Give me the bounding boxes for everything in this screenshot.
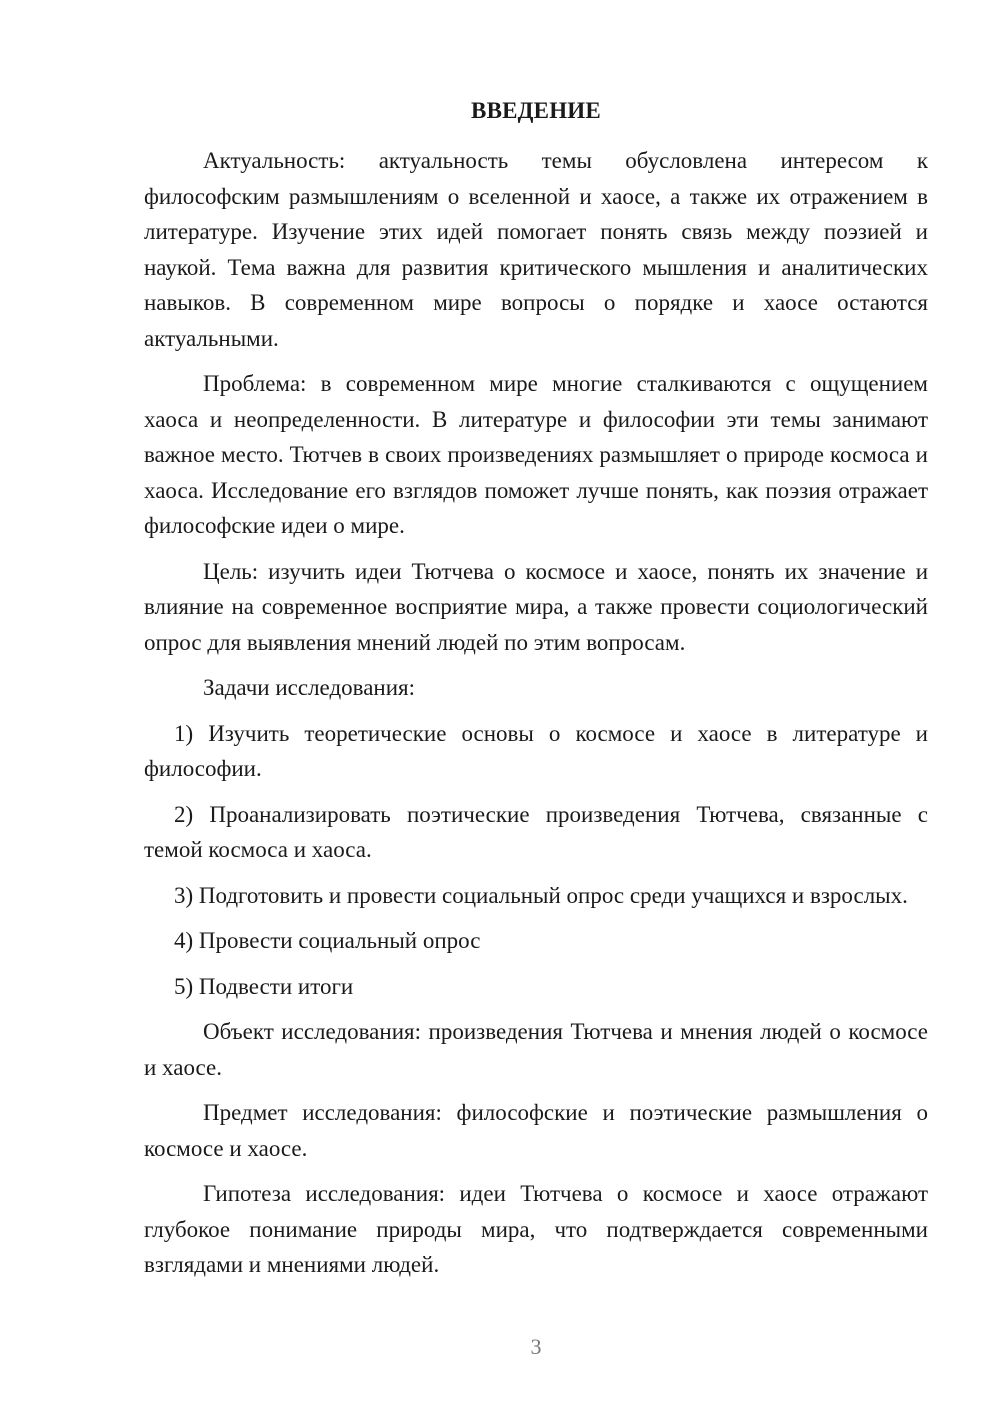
task-item-3: 3) Подготовить и провести социальный опрос среди учащихся и взрослых. [174,882,908,908]
task-item-1: 1) Изучить теоретические основы о космосе и хаосе в литературе и философии. [144,720,928,781]
paragraph-relevance: Актуальность: актуальность темы обусловлена интересом к философским размышлениям о вселенной и хаосе, а также их отражением в литературе. Изучение этих идей помогает понять связь между поэзией и наукой. Тема важна для развития критического мышления и аналитических навыков. В современном мире вопросы о порядке и хаосе остаются актуальными. [144,148,928,351]
paragraph-object: Объект исследования: произведения Тютчева и мнения людей о космосе и хаосе. [144,1019,928,1080]
document-page [144,0,928,1414]
task-item-2: 2) Проанализировать поэтические произведения Тютчева, связанные с темой космоса и хаоса. [144,801,928,862]
paragraph-subject: Предмет исследования: философские и поэтические размышления о космосе и хаосе. [144,1100,928,1161]
task-item-5: 5) Подвести итоги [174,973,354,999]
page-number: 3 [530,1334,542,1359]
paragraph-hypothesis: Гипотеза исследования: идеи Тютчева о космосе и хаосе отражают глубокое понимание природы мира, что подтверждается современными взглядами и мнениями людей. [144,1181,928,1277]
paragraph-problem: Проблема: в современном мире многие сталкиваются с ощущением хаоса и неопределенности. В литературе и философии эти темы занимают важное место. Тютчев в своих произведениях размышляет о природе космоса и хаоса. Исследование его взглядов поможет лучше понять, как поэзия отражает философские идеи о мире. [144,371,928,538]
task-item-4: 4) Провести социальный опрос [174,928,481,953]
paragraph-tasks-heading: Задачи исследования: [203,675,416,700]
paragraph-goal: Цель: изучить идеи Тютчева о космосе и хаосе, понять их значение и влияние на современное восприятие мира, а также провести социологический опрос для выявления мнений людей по этим вопросам. [144,558,928,655]
document-body [144,143,928,1293]
page-title: ВВЕДЕНИЕ [471,98,601,123]
